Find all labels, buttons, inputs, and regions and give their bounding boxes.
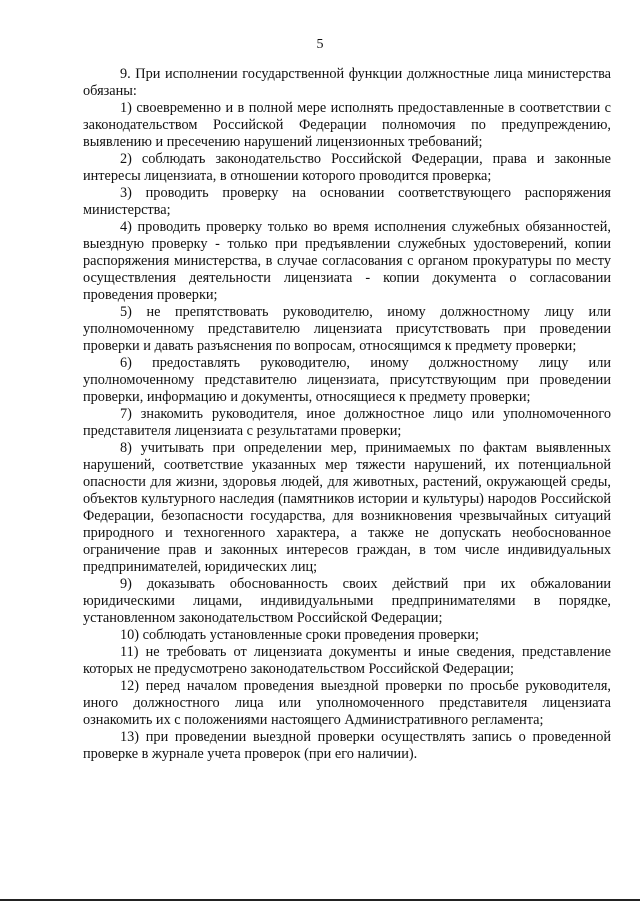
paragraph-subitem-7: 7) знакомить руководителя, иное должностное лицо или уполномоченного представителя лицензиата с результатами проверки; — [83, 406, 611, 439]
paragraph-subitem-11: 11) не требовать от лицензиата документы и иные сведения, представление которых не предусмотрено законодательством Российской Федерации; — [83, 644, 611, 677]
document-body — [83, 66, 611, 763]
scan-edge-line — [0, 899, 640, 901]
paragraph-subitem-2: 2) соблюдать законодательство Российской Федерации, права и законные интересы лицензиата, в отношении которого проводится проверка; — [83, 151, 611, 184]
paragraph-subitem-1: 1) своевременно и в полной мере исполнять предоставленные в соответствии с законодательством Российской Федерации полномочия по предупреждению, выявлению и пресечению нарушений лицензионных требований; — [83, 100, 611, 150]
paragraph-subitem-4: 4) проводить проверку только во время исполнения служебных обязанностей, выездную проверку - только при предъявлении служебных удостоверений, копии распоряжения министерства, в случае согласования с органом прокуратуры по месту осуществления деятельности лицензиата - копии документа о согласовании проведения проверки; — [83, 219, 611, 303]
paragraph-item-9: 9. При исполнении государственной функции должностные лица министерства обязаны: — [83, 66, 611, 99]
paragraph-subitem-8: 8) учитывать при определении мер, принимаемых по фактам выявленных нарушений, соответствие указанных мер тяжести нарушений, их потенциальной опасности для жизни, здоровья людей, для животных, растений, окружающей среды, объектов культурного наследия (памятников истории и культуры) народов Российской Федерации, безопасности государства, для возникновения чрезвычайных ситуаций природного и техногенного характера, а также не допускать необоснованное ограничение прав и законных интересов граждан, в том числе индивидуальных предпринимателей, юридических лиц; — [83, 440, 611, 575]
paragraph-subitem-12: 12) перед началом проведения выездной проверки по просьбе руководителя, иного должностного лица или уполномоченного представителя лицензиата ознакомить их с положениями настоящего Административного регламента; — [83, 678, 611, 728]
paragraph-subitem-10: 10) соблюдать установленные сроки проведения проверки; — [120, 627, 479, 643]
paragraph-subitem-5: 5) не препятствовать руководителю, иному должностному лицу или уполномоченному представителю лицензиата присутствовать при проведении проверки и давать разъяснения по вопросам, относящимся к предмету проверки; — [83, 304, 611, 354]
paragraph-subitem-6: 6) предоставлять руководителю, иному должностному лицу или уполномоченному представителю лицензиата, присутствующим при проведении проверки, информацию и документы, относящиеся к предмету проверки; — [83, 355, 611, 405]
paragraph-subitem-13: 13) при проведении выездной проверки осуществлять запись о проведенной проверке в журнале учета проверок (при его наличии). — [83, 729, 611, 762]
paragraph-subitem-3: 3) проводить проверку на основании соответствующего распоряжения министерства; — [83, 185, 611, 218]
page-number: 5 — [316, 37, 324, 52]
paragraph-subitem-9: 9) доказывать обоснованность своих действий при их обжаловании юридическими лицами, индивидуальными предпринимателями в порядке, установленном законодательством Российской Федерации; — [83, 576, 611, 626]
